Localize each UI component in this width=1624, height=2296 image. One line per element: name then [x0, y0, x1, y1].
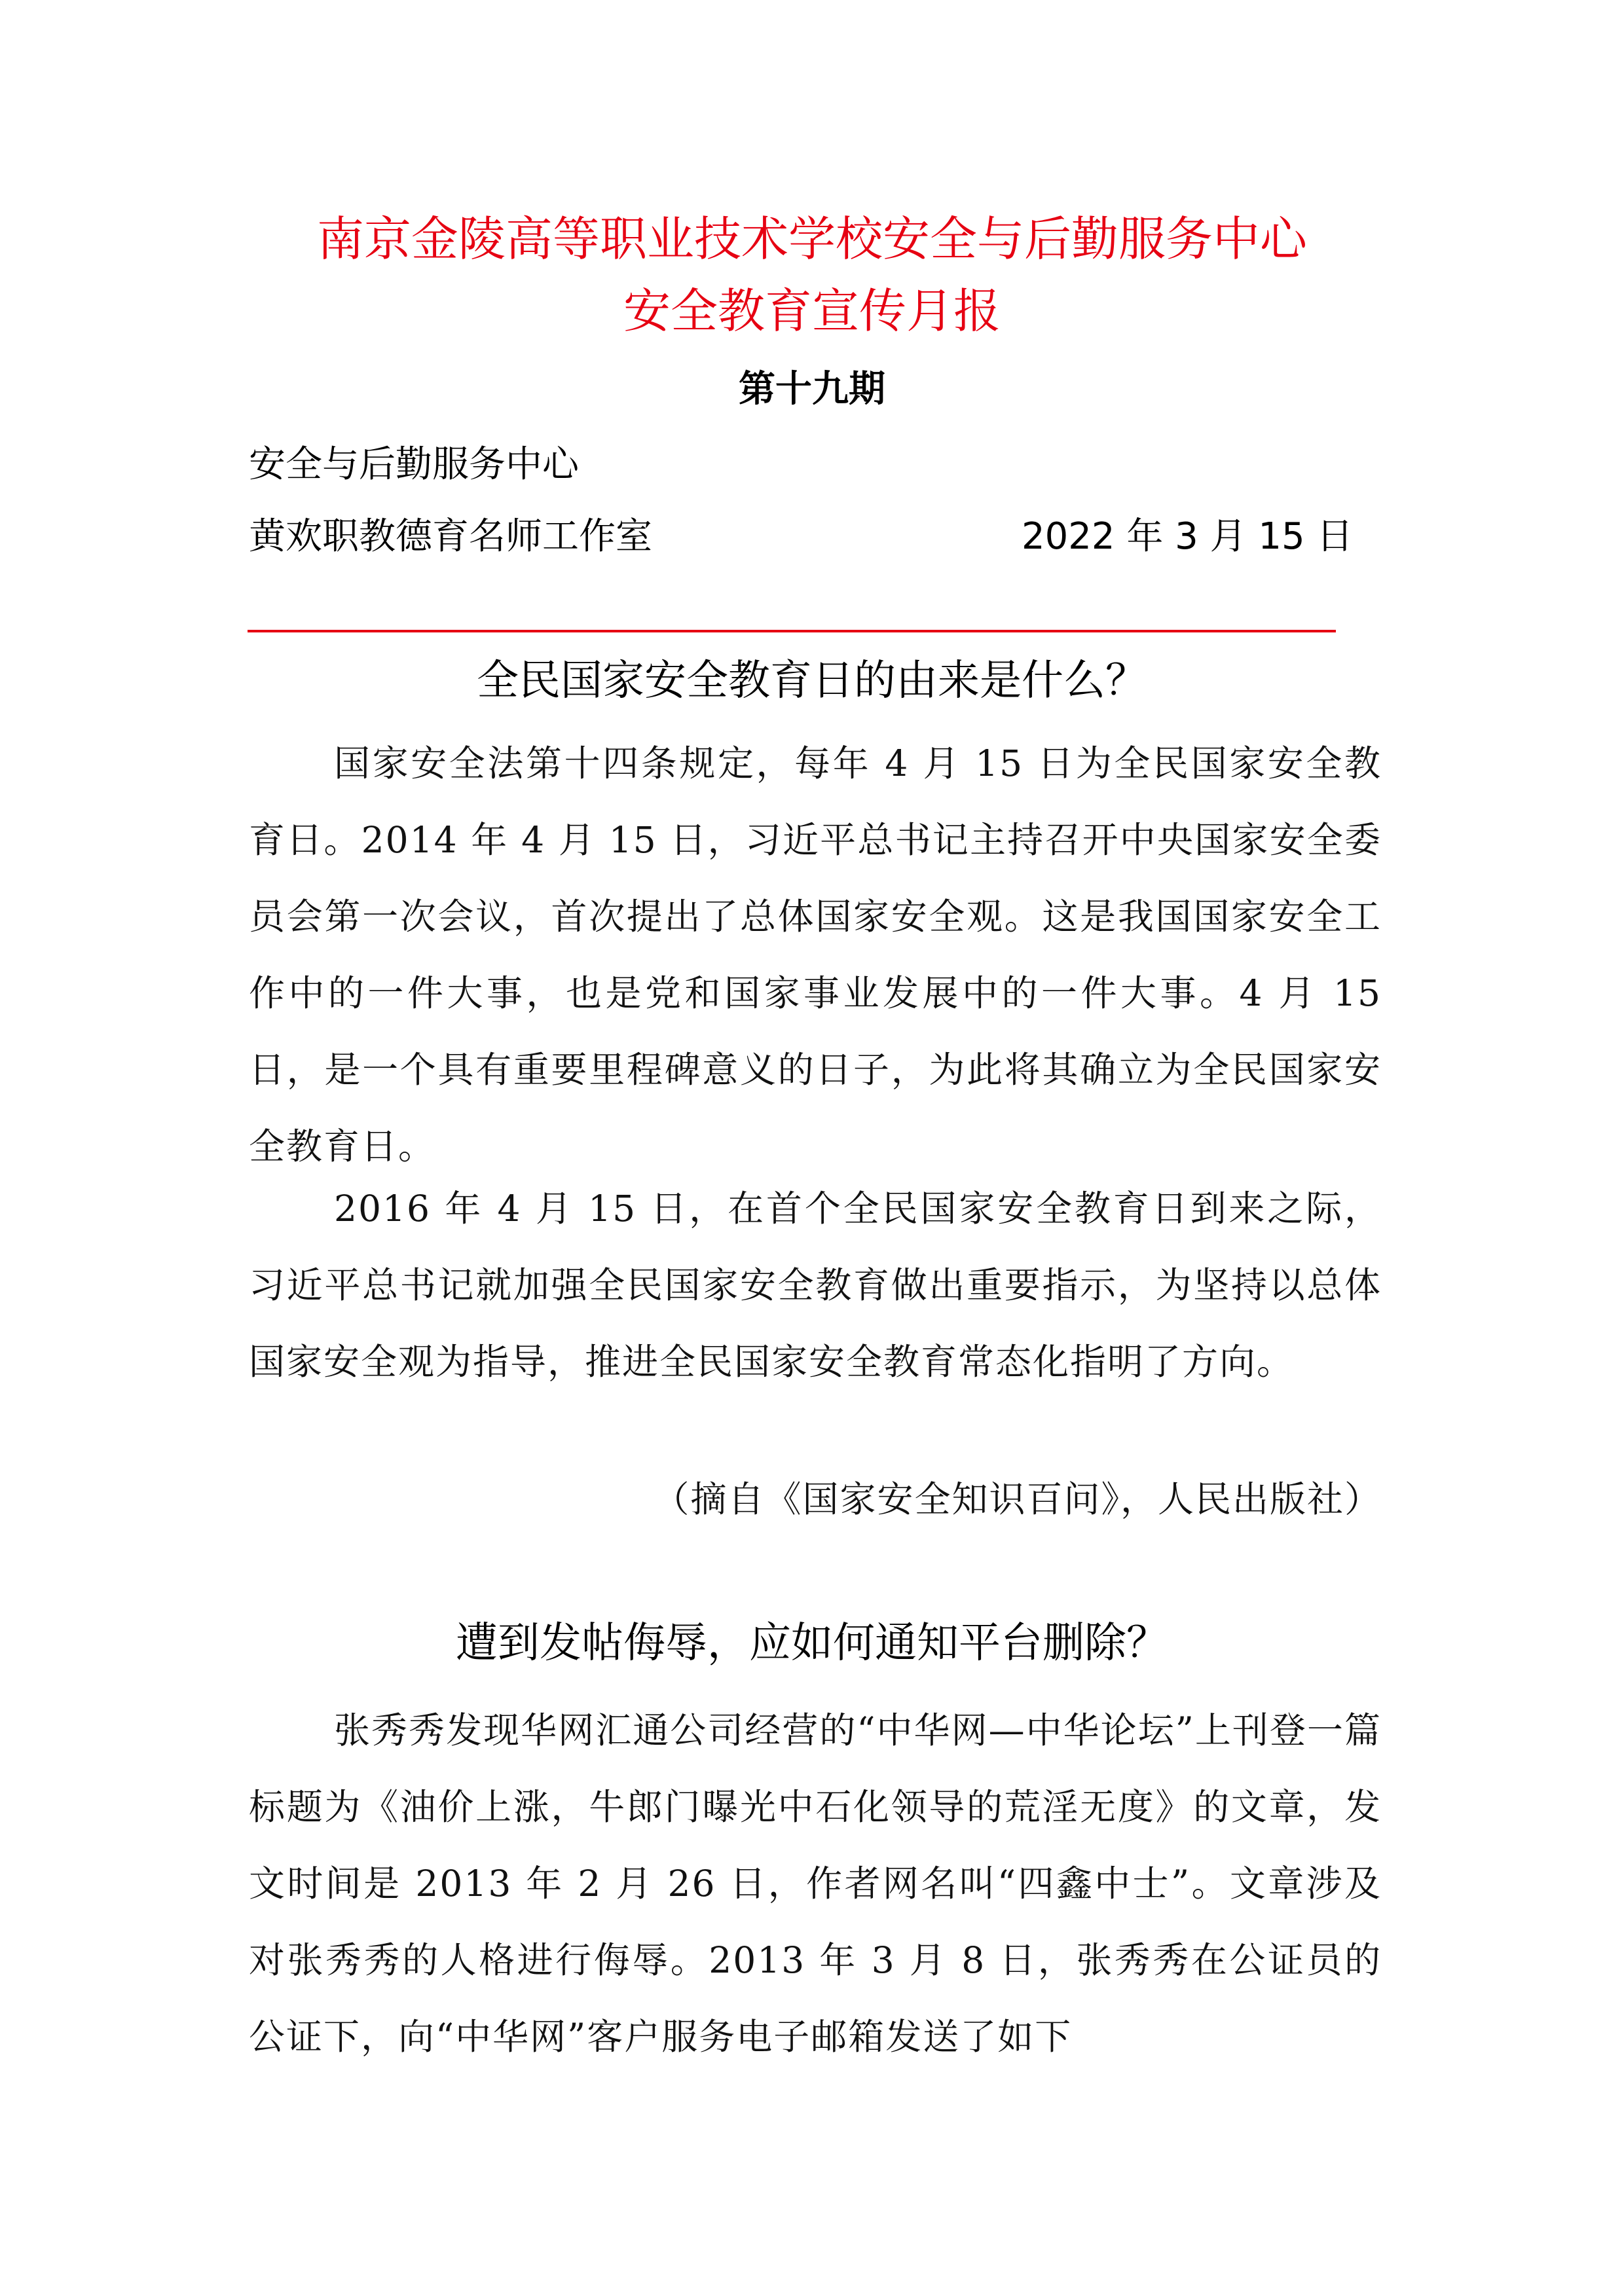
article1-title: 全民国家安全教育日的由来是什么？: [477, 657, 1147, 705]
publisher-org-line2: 黄欢职教德育名师工作室: [249, 515, 652, 558]
newsletter-title-line2: 安全教育宣传月报: [623, 283, 1001, 338]
publisher-org-line1: 安全与后勤服务中心: [249, 443, 579, 486]
publish-date: 2022 年 3 月 15 日: [1022, 515, 1354, 558]
article1-paragraph-2: 2016 年 4 月 15 日，在首个全民国家安全教育日到来之际，习近平总书记就加强全民国家安全教育做出重要指示，为坚持以总体国家安全观为指导，推进全民国家安全教育常态化指明了方向。: [249, 1188, 1382, 1383]
article2-title: 遭到发帖侮辱，应如何通知平台删除？: [456, 1619, 1168, 1667]
article1-source: （摘自《国家安全知识百问》，人民出版社）: [653, 1478, 1382, 1520]
article1-paragraph-1: 国家安全法第十四条规定，每年 4 月 15 日为全民国家安全教育日。2014 年 4 月 15 日，习近平总书记主持召开中央国家安全委员会第一次会议，首次提出了总体国家安全观。这是我国国家安全工作中的一件大事，也是党和国家事业发展中的一件大事。4 月 15 日，是一个具有重要里程碑意义的日子，为此将其确立为全民国家安全教育日。: [249, 742, 1382, 1167]
newsletter-title-line1: 南京金陵高等职业技术学校安全与后勤服务中心: [316, 211, 1307, 266]
article2-paragraph-1: 张秀秀发现华网汇通公司经营的“中华网—中华论坛”上刊登一篇标题为《油价上涨，牛郎门曝光中石化领导的荒淫无度》的文章，发文时间是 2013 年 2 月 26 日，作者网名叫“四鑫中士”。文章涉及对张秀秀的人格进行侮辱。2013 年 3 月 8 日，张秀秀在公证员的公证下，向“中华网”客户服务电子邮箱发送了如下: [249, 1709, 1382, 2058]
issue-number: 第十九期: [739, 368, 885, 410]
header-divider: [248, 630, 1336, 632]
